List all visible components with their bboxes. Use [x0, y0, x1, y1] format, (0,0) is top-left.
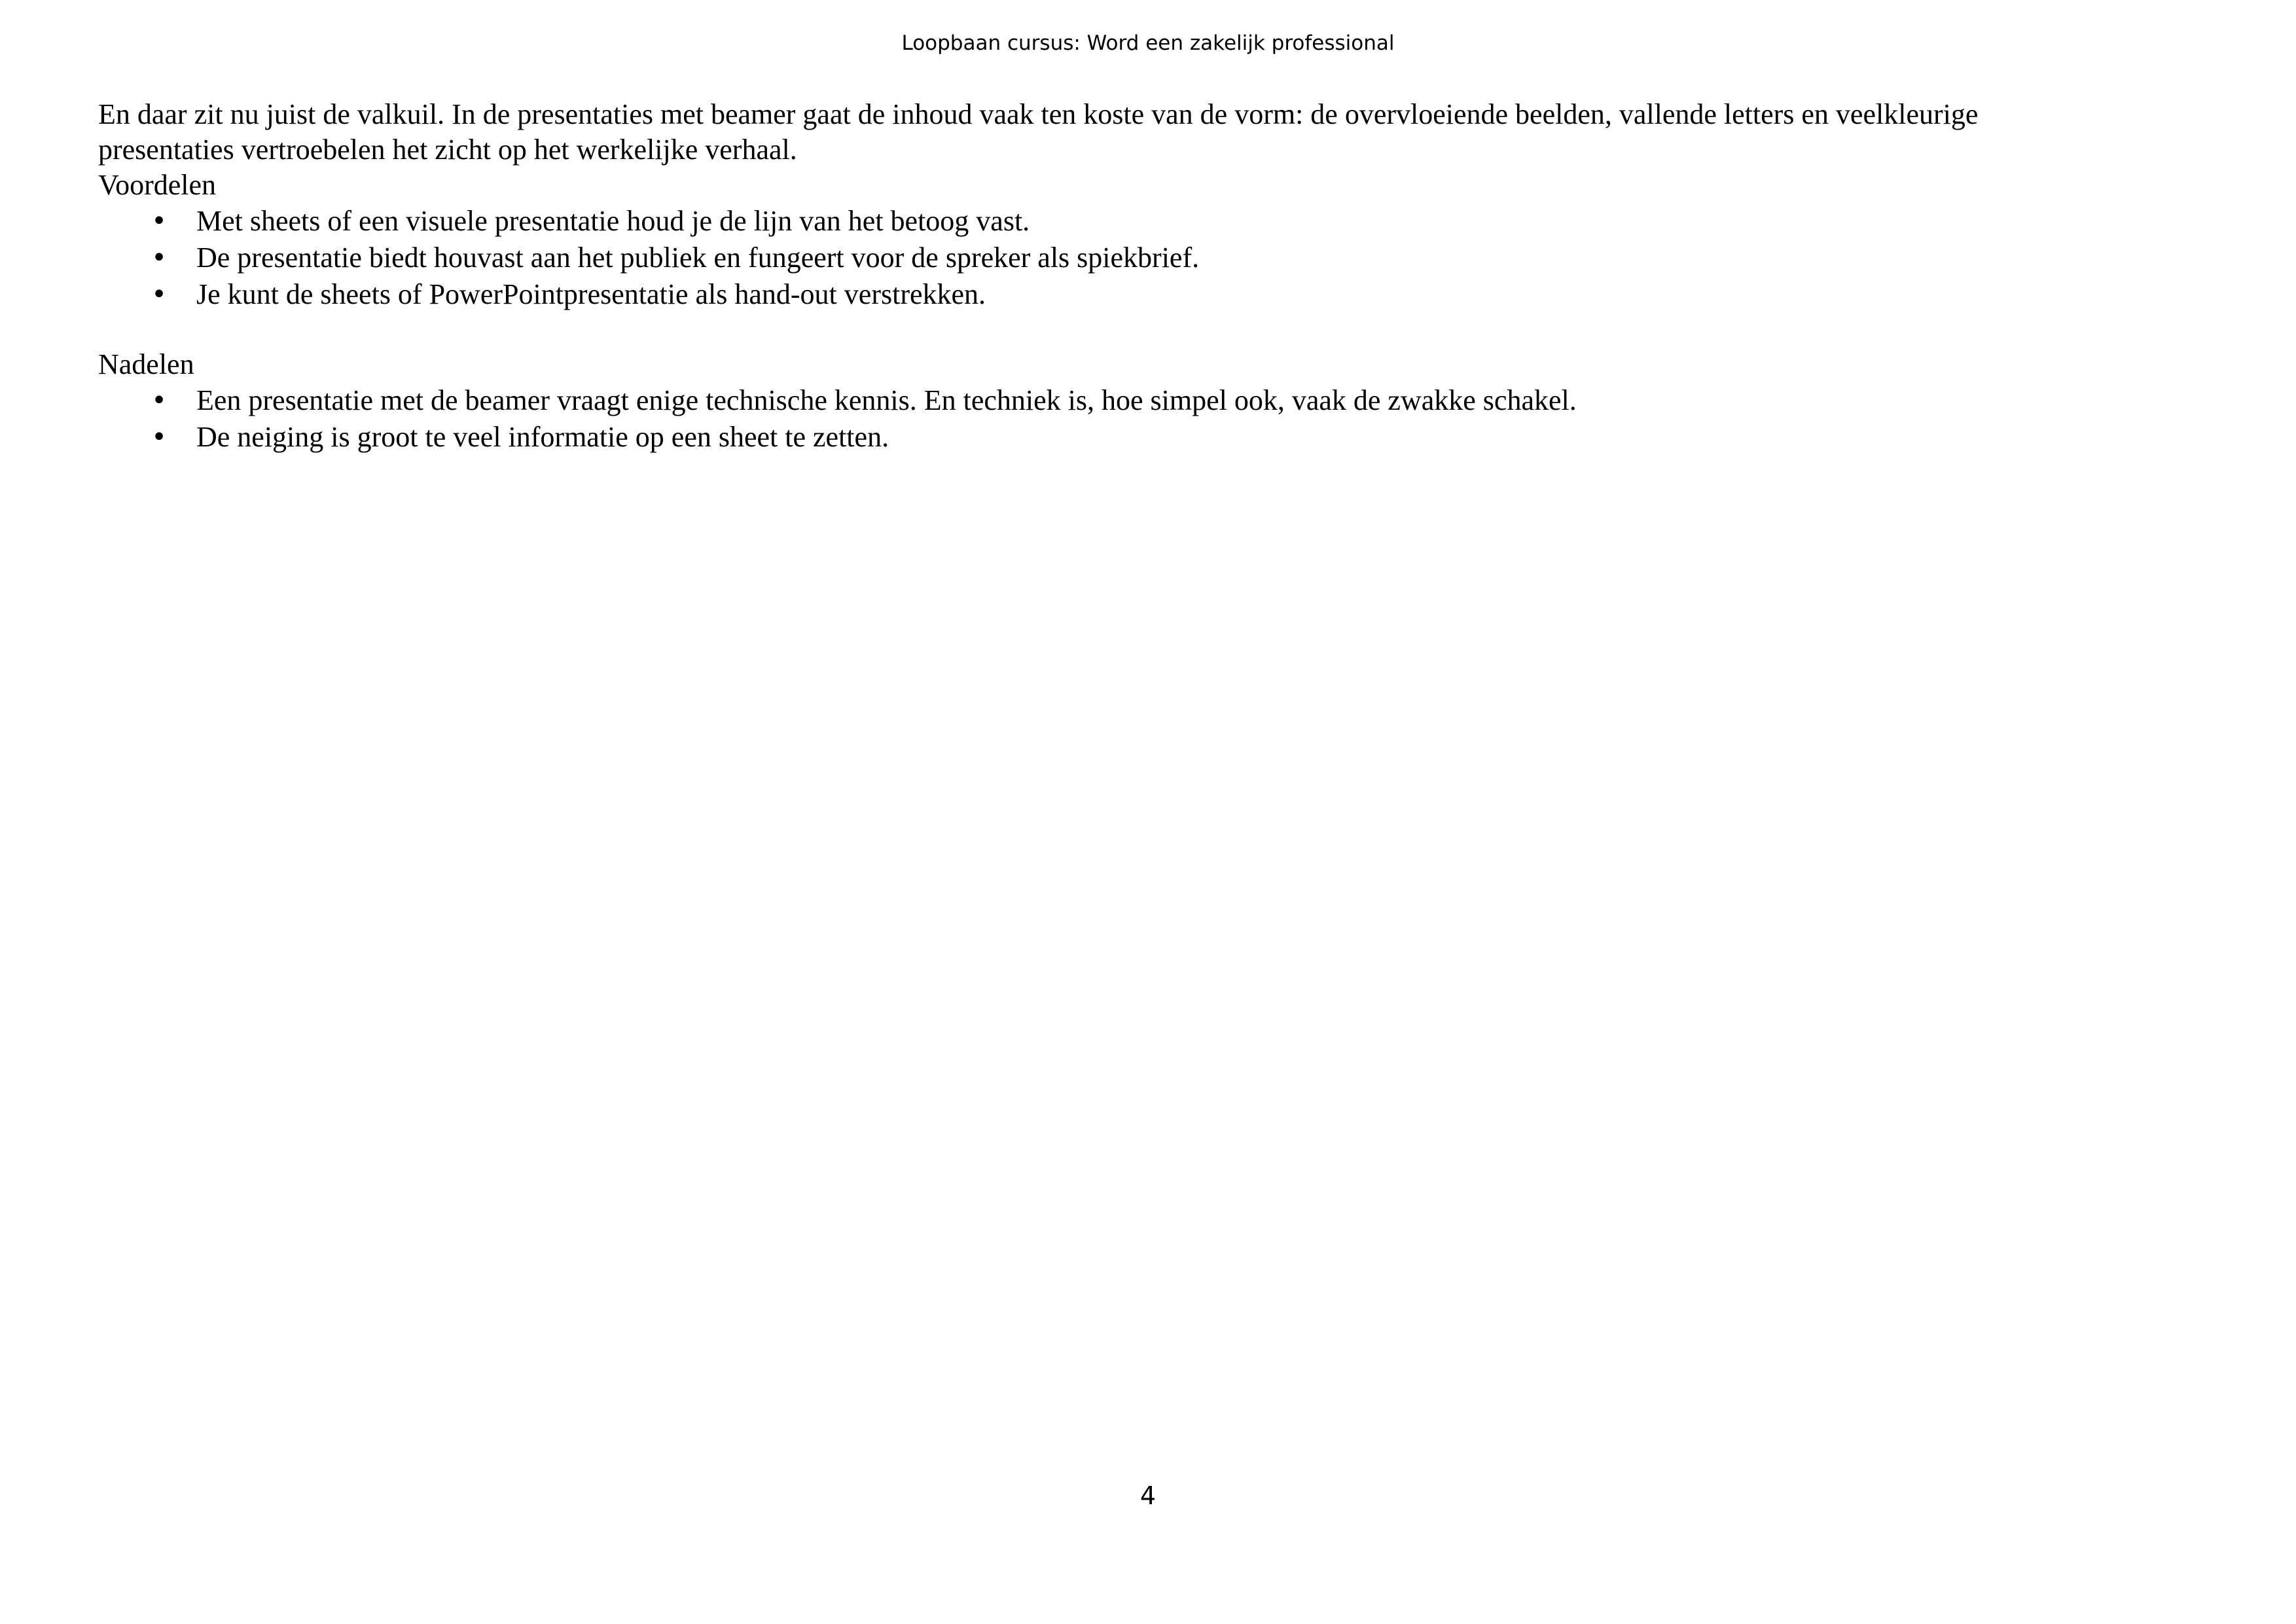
page-header: Loopbaan cursus: Word een zakelijk professional [901, 31, 1395, 55]
list-item-text: Een presentatie met de beamer vraagt enige technische kennis. En techniek is, hoe simpel ook, vaak de zwakke schakel. [196, 384, 1577, 416]
page-number: 4 [1139, 1481, 1157, 1510]
list-item [98, 419, 2225, 456]
bullet-icon: • [151, 280, 167, 310]
voordelen-heading: Voordelen [98, 169, 217, 201]
document-body [98, 97, 2225, 456]
list-item-text: De presentatie biedt houvast aan het publiek en fungeert voor de spreker als spiekbrief. [196, 242, 1200, 274]
list-item-text: Je kunt de sheets of PowerPointpresentatie als hand-out verstrekken. [196, 278, 986, 310]
list-item-text: Met sheets of een visuele presentatie houd je de lijn van het betoog vast. [196, 205, 1030, 237]
bullet-icon: • [151, 243, 167, 273]
nadelen-list [98, 382, 2225, 456]
paragraph-spacer [98, 313, 2225, 347]
list-item [98, 382, 2225, 419]
list-item [98, 203, 2225, 240]
intro-paragraph-line-2: presentaties vertroebelen het zicht op het werkelijke verhaal. [98, 134, 797, 166]
bullet-icon: • [151, 422, 167, 452]
list-item [98, 276, 2225, 313]
intro-paragraph-line-1: En daar zit nu juist de valkuil. In de presentaties met beamer gaat de inhoud vaak ten koste van de vorm: de overvloeiende beelden, vallende letters en veelkleurige [98, 98, 1979, 130]
bullet-icon: • [151, 206, 167, 236]
list-item [98, 240, 2225, 276]
nadelen-heading: Nadelen [98, 348, 194, 380]
bullet-icon: • [151, 386, 167, 416]
list-item-text: De neiging is groot te veel informatie op een sheet te zetten. [196, 421, 889, 453]
voordelen-list [98, 203, 2225, 313]
